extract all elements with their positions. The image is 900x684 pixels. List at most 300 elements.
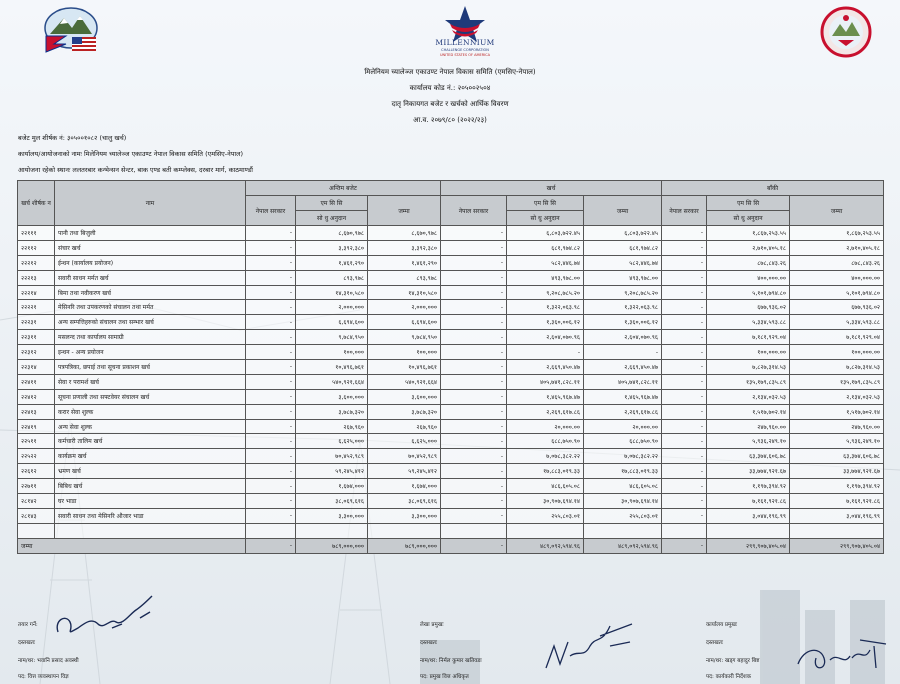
blank-row bbox=[18, 523, 884, 538]
cell-r-mcc: ६३,३७४,६०६.७८ bbox=[707, 449, 790, 464]
cell-r-gon: - bbox=[662, 464, 707, 479]
header-budget-mcc: एम सि सि bbox=[296, 196, 368, 211]
cell-r-gon: - bbox=[662, 374, 707, 389]
blank-cell bbox=[441, 523, 507, 538]
row-name: सूचना प्रणाली तथा सफ्टवेयर संचालन खर्च bbox=[55, 389, 246, 404]
row-name: कर्मचारी तालिम खर्च bbox=[55, 434, 246, 449]
cell-r-mcc: २,१३४,०३२.५३ bbox=[707, 389, 790, 404]
cell-e-total: १,३६०,००६.१२ bbox=[584, 315, 662, 330]
row-name: कार्यक्रम खर्च bbox=[55, 449, 246, 464]
total-b-gon: - bbox=[246, 538, 296, 553]
cell-b-mcc: ९,७८४,९५० bbox=[296, 330, 368, 345]
cell-b-mcc: ८९३,९७८ bbox=[296, 270, 368, 285]
total-r-gon: - bbox=[662, 538, 707, 553]
cell-r-gon: - bbox=[662, 449, 707, 464]
cell-b-mcc: ३,३९२,३८० bbox=[296, 240, 368, 255]
cell-b-gon: - bbox=[246, 300, 296, 315]
blank-cell bbox=[584, 523, 662, 538]
cell-e-mcc: ९,२०८,७८५.२० bbox=[507, 285, 584, 300]
cell-b-total: ६,६२५,००० bbox=[368, 434, 441, 449]
cell-r-gon: - bbox=[662, 240, 707, 255]
office-name: कार्यालय/आयोजनाको नामः मिलेनियम च्यालेञ्ज एकाउण्ट नेपाल विकास समिति (एमसिए-नेपाल) bbox=[18, 150, 244, 158]
cell-e-total: २,६०४,०७०.९६ bbox=[584, 330, 662, 345]
row-name: पानी तथा बिजुली bbox=[55, 226, 246, 241]
cell-b-total: १००,००० bbox=[368, 345, 441, 360]
row-name: अन्य सेवा शुल्क bbox=[55, 419, 246, 434]
cell-e-total: १७,८८३,०१९.३३ bbox=[584, 464, 662, 479]
total-r-mcc: २९९,९०७,४०५.०४ bbox=[707, 538, 790, 553]
office-chief-sign: दस्तखतः bbox=[706, 640, 723, 646]
cell-b-total: ५९,२४५,४१२ bbox=[368, 464, 441, 479]
nepal-usa-flag-logo bbox=[42, 6, 100, 54]
table-row bbox=[18, 300, 884, 315]
cell-e-mcc: १,४६५,९६७.४७ bbox=[507, 389, 584, 404]
row-name: बिमा तथा नवीकरण खर्च bbox=[55, 285, 246, 300]
header-bal-mcc: एम सि सि bbox=[707, 196, 790, 211]
fiscal-year: आ.व. २०७९/८० (२०२२/२३) bbox=[413, 116, 487, 124]
cell-b-gon: - bbox=[246, 508, 296, 523]
cell-e-total: ६,८०३,७२२.४५ bbox=[584, 226, 662, 241]
cell-r-mcc: ६७७,९३६.०२ bbox=[707, 300, 790, 315]
accounts-chief-post: पद: प्रमुख वित्त अधिकृत bbox=[420, 674, 469, 680]
cell-e-total: २,२६९,६१७.८६ bbox=[584, 404, 662, 419]
prepared-by-post: पद: वित्त व्यवस्थापन विज्ञ bbox=[18, 674, 69, 680]
cell-e-total: ३०,९०७,६९४.१४ bbox=[584, 494, 662, 509]
cell-e-mcc: २,६६९,४५०.४७ bbox=[507, 360, 584, 375]
cell-e-gon: - bbox=[441, 255, 507, 270]
cell-e-gon: - bbox=[441, 389, 507, 404]
cell-r-total: १,८६७,२५३.५५ bbox=[790, 226, 884, 241]
header-budget-gon: नेपाल सरकार bbox=[246, 196, 296, 226]
table-row bbox=[18, 494, 884, 509]
prepared-by-label: तयार गर्ने: bbox=[18, 622, 38, 628]
table-row bbox=[18, 434, 884, 449]
cell-r-total: ७,१६१,९२१.८६ bbox=[790, 494, 884, 509]
cell-r-mcc: ७,८२७,३१४.५३ bbox=[707, 360, 790, 375]
cell-b-gon: - bbox=[246, 434, 296, 449]
cell-b-gon: - bbox=[246, 404, 296, 419]
cell-e-total: ६८८,७५०.९० bbox=[584, 434, 662, 449]
cell-b-mcc: ३,६००,००० bbox=[296, 389, 368, 404]
cell-b-mcc: ३,७८७,३२० bbox=[296, 404, 368, 419]
row-code: २२४१२ bbox=[18, 389, 55, 404]
header-name: नाम bbox=[55, 181, 246, 226]
header-bal-grant: सो धु अनुदान bbox=[707, 211, 790, 226]
cell-r-gon: - bbox=[662, 285, 707, 300]
table-row bbox=[18, 226, 884, 241]
row-code: २२७११ bbox=[18, 479, 55, 494]
cell-r-mcc: ३३,७७४,९२१.६७ bbox=[707, 464, 790, 479]
header-exp-grant: सो धु अनुदान bbox=[507, 211, 584, 226]
cell-e-mcc: ४९३,९७८.०० bbox=[507, 270, 584, 285]
cell-e-total: २०,०००.०० bbox=[584, 419, 662, 434]
cell-r-mcc: ७,१८१,९२९.०४ bbox=[707, 330, 790, 345]
cell-e-gon: - bbox=[441, 508, 507, 523]
cell-e-total: ४०५,७४१,८२८.११ bbox=[584, 374, 662, 389]
cell-r-mcc: ३,०४४,१९६.९९ bbox=[707, 508, 790, 523]
cell-r-gon: - bbox=[662, 300, 707, 315]
table-row bbox=[18, 345, 884, 360]
cell-e-total: २,६६९,४५०.४७ bbox=[584, 360, 662, 375]
cell-b-gon: - bbox=[246, 345, 296, 360]
organization-title: मिलेनियम च्यालेञ्ज एकाउण्ट नेपाल विकास समिति (एमसिए-नेपाल) bbox=[364, 68, 536, 76]
total-b-total: ७८९,०००,००० bbox=[368, 538, 441, 553]
cell-r-gon: - bbox=[662, 330, 707, 345]
cell-r-total: २,१३४,०३२.५३ bbox=[790, 389, 884, 404]
cell-e-total: ६८१,९७४.८२ bbox=[584, 240, 662, 255]
cell-b-gon: - bbox=[246, 226, 296, 241]
cell-b-mcc: ५४०,९२१,६६४ bbox=[296, 374, 368, 389]
cell-e-gon: - bbox=[441, 404, 507, 419]
cell-r-total: ५,९३६,२४९.१० bbox=[790, 434, 884, 449]
cell-b-total: १०,४९६,७६१ bbox=[368, 360, 441, 375]
cell-r-gon: - bbox=[662, 404, 707, 419]
cell-r-total: १,१९७,३९४.९२ bbox=[790, 479, 884, 494]
blank-cell bbox=[790, 523, 884, 538]
total-row bbox=[18, 538, 884, 553]
cell-e-mcc: २५५,८०३.०१ bbox=[507, 508, 584, 523]
cell-b-mcc: २,०००,००० bbox=[296, 300, 368, 315]
cell-b-total: २,०००,००० bbox=[368, 300, 441, 315]
total-r-total: २९९,९०७,४०५.०४ bbox=[790, 538, 884, 553]
cell-e-total: - bbox=[584, 345, 662, 360]
prepared-by-sign: दस्तखतः bbox=[18, 640, 35, 646]
cell-e-mcc: १,३६०,००६.१२ bbox=[507, 315, 584, 330]
cell-r-gon: - bbox=[662, 270, 707, 285]
cell-r-total: १००,०००.०० bbox=[790, 345, 884, 360]
cell-e-gon: - bbox=[441, 226, 507, 241]
total-b-mcc: ७८९,०००,००० bbox=[296, 538, 368, 553]
row-name: पत्रपत्रिका, छपाई तथा सूचना प्रकाशन खर्च bbox=[55, 360, 246, 375]
cell-b-mcc: ५९,२४५,४१२ bbox=[296, 464, 368, 479]
cell-e-total: १,४६५,९६७.४७ bbox=[584, 389, 662, 404]
cell-e-gon: - bbox=[441, 464, 507, 479]
cell-r-gon: - bbox=[662, 315, 707, 330]
accounts-chief-name: नाम/थर: निर्मल कुमार खतिवडा bbox=[420, 658, 482, 664]
prepared-by-name: नाम/थर: भवानि प्रसाद अवस्थी bbox=[18, 658, 79, 664]
row-code: २२३१२ bbox=[18, 345, 55, 360]
cell-r-total: ३३,७७४,९२१.६७ bbox=[790, 464, 884, 479]
cell-r-gon: - bbox=[662, 345, 707, 360]
blank-cell bbox=[368, 523, 441, 538]
report-title: दातृ निकायगत बजेट र खर्चको आर्थिक विवरण bbox=[391, 100, 509, 108]
cell-b-total: ९,७८४,९५० bbox=[368, 330, 441, 345]
office-code: कार्यालय कोड नं.: २०५००२५०४ bbox=[409, 84, 491, 92]
cell-r-total: ८७८,८४३.२६ bbox=[790, 255, 884, 270]
row-code: २२५११ bbox=[18, 434, 55, 449]
cell-r-total: ७,१८१,९२९.०४ bbox=[790, 330, 884, 345]
cell-e-gon: - bbox=[441, 494, 507, 509]
cell-r-mcc: १००,०००.०० bbox=[707, 345, 790, 360]
row-code: २२२३१ bbox=[18, 315, 55, 330]
office-chief-label: कार्यालय प्रमुखः bbox=[706, 622, 737, 628]
header-balance: बाँकी bbox=[662, 181, 884, 196]
header-bal-total: जम्मा bbox=[790, 196, 884, 226]
table-row bbox=[18, 479, 884, 494]
cell-e-mcc: ७,०७८,३८२.२२ bbox=[507, 449, 584, 464]
cell-e-total: ४९३,९७८.०० bbox=[584, 270, 662, 285]
row-name: बिबिध खर्च bbox=[55, 479, 246, 494]
row-name: ईन्धन (कार्यालय प्रयोजन) bbox=[55, 255, 246, 270]
cell-r-gon: - bbox=[662, 389, 707, 404]
header-exp-gon: नेपाल सरकार bbox=[441, 196, 507, 226]
row-name: करार सेवा शुल्क bbox=[55, 404, 246, 419]
cell-e-gon: - bbox=[441, 360, 507, 375]
cell-e-mcc: ४८६,६०५.०८ bbox=[507, 479, 584, 494]
cell-r-total: ६७७,९३६.०२ bbox=[790, 300, 884, 315]
header-exp-total: जम्मा bbox=[584, 196, 662, 226]
cell-b-mcc: १०,४९६,७६१ bbox=[296, 360, 368, 375]
budget-table bbox=[17, 180, 884, 554]
row-code: २२४११ bbox=[18, 374, 55, 389]
cell-b-total: ३,३००,००० bbox=[368, 508, 441, 523]
cell-r-total: १३५,१७९,८३५.८९ bbox=[790, 374, 884, 389]
cell-e-gon: - bbox=[441, 330, 507, 345]
cell-b-total: २६७,९६० bbox=[368, 419, 441, 434]
cell-e-gon: - bbox=[441, 479, 507, 494]
office-chief-name: नाम/थर: खड्ग बहादुर बिष्ट bbox=[706, 658, 760, 664]
row-code: २२५२२ bbox=[18, 449, 55, 464]
total-e-gon: - bbox=[441, 538, 507, 553]
cell-e-mcc: ६८८,७५०.९० bbox=[507, 434, 584, 449]
cell-e-gon: - bbox=[441, 434, 507, 449]
cell-b-mcc: १४,३१०,५८० bbox=[296, 285, 368, 300]
cell-r-gon: - bbox=[662, 360, 707, 375]
blank-cell bbox=[246, 523, 296, 538]
cell-e-mcc: ६,८०३,७२२.४५ bbox=[507, 226, 584, 241]
cell-e-mcc: २,६०४,०७०.९६ bbox=[507, 330, 584, 345]
row-name: सेवा र परामर्श खर्च bbox=[55, 374, 246, 389]
row-code: २२१११ bbox=[18, 226, 55, 241]
project-location: आयोजना रहेको स्थानः ललतरबार कन्भेन्सन सेन्टर, बाक एण्ड बती कम्प्लेक्स, दरबार मार्ग, काठमाण्डौं bbox=[18, 166, 253, 174]
cell-r-total: २,७१०,४०५.१८ bbox=[790, 240, 884, 255]
cell-e-gon: - bbox=[441, 300, 507, 315]
budget-head: बजेट मुल शीर्षक नं: ३०५००१०८२ (चालु खर्च) bbox=[18, 134, 127, 142]
cell-e-total: ५८२,४४६.७४ bbox=[584, 255, 662, 270]
cell-e-mcc: ६८१,९७४.८२ bbox=[507, 240, 584, 255]
cell-r-total: ४००,०००.०० bbox=[790, 270, 884, 285]
mcc-usa-label: UNITED STATES OF AMERICA bbox=[439, 53, 491, 57]
cell-r-total: ३,०४४,१९६.९९ bbox=[790, 508, 884, 523]
cell-r-mcc: २४७,९६०.०० bbox=[707, 419, 790, 434]
cell-b-total: ८,६७०,९७८ bbox=[368, 226, 441, 241]
table-row bbox=[18, 464, 884, 479]
cell-e-mcc: २,२६९,६१७.८६ bbox=[507, 404, 584, 419]
header-bal-gon: नेपाल सरकार bbox=[662, 196, 707, 226]
cell-b-gon: - bbox=[246, 494, 296, 509]
cell-r-gon: - bbox=[662, 226, 707, 241]
table-row bbox=[18, 360, 884, 375]
cell-b-total: ३८,०६९,६१६ bbox=[368, 494, 441, 509]
row-code: २२४१९ bbox=[18, 419, 55, 434]
cell-b-mcc: ३८,०६९,६१६ bbox=[296, 494, 368, 509]
total-label: जम्मा bbox=[18, 538, 246, 553]
table-row bbox=[18, 389, 884, 404]
cell-b-gon: - bbox=[246, 330, 296, 345]
header-budget-total: जम्मा bbox=[368, 196, 441, 226]
table-row bbox=[18, 285, 884, 300]
cell-e-mcc: १,३२२,०६३.९८ bbox=[507, 300, 584, 315]
cell-r-mcc: १,१९७,३९४.९२ bbox=[707, 479, 790, 494]
cell-e-gon: - bbox=[441, 285, 507, 300]
row-code: २२३१४ bbox=[18, 360, 55, 375]
cell-r-total: २४७,९६०.०० bbox=[790, 419, 884, 434]
table-row bbox=[18, 449, 884, 464]
cell-r-mcc: ४००,०००.०० bbox=[707, 270, 790, 285]
cell-b-mcc: १००,००० bbox=[296, 345, 368, 360]
cell-b-total: ६,६९४,६०० bbox=[368, 315, 441, 330]
signature-prepared-by bbox=[52, 592, 157, 642]
row-code: २२२१२ bbox=[18, 255, 55, 270]
cell-b-total: १४,३१०,५८० bbox=[368, 285, 441, 300]
cell-e-gon: - bbox=[441, 345, 507, 360]
table-row bbox=[18, 240, 884, 255]
table-row bbox=[18, 315, 884, 330]
cell-e-mcc: ४०५,७४१,८२८.११ bbox=[507, 374, 584, 389]
cell-e-mcc: १७,८८३,०१९.३३ bbox=[507, 464, 584, 479]
cell-r-mcc: १३५,१७९,८३५.८९ bbox=[707, 374, 790, 389]
cell-b-gon: - bbox=[246, 360, 296, 375]
mcc-name: MILLENNIUM bbox=[435, 38, 495, 47]
row-name: भ्रमण खर्च bbox=[55, 464, 246, 479]
table-row bbox=[18, 270, 884, 285]
cell-b-mcc: १,४६१,२९० bbox=[296, 255, 368, 270]
blank-cell bbox=[55, 523, 246, 538]
cell-e-total: ९,२०८,७८५.२० bbox=[584, 285, 662, 300]
blank-cell bbox=[507, 523, 584, 538]
cell-b-gon: - bbox=[246, 464, 296, 479]
total-e-total: ४८९,०९२,५९४.९६ bbox=[584, 538, 662, 553]
total-e-mcc: ४८९,०९२,५९४.९६ bbox=[507, 538, 584, 553]
cell-r-mcc: ५,३३४,५९३.८८ bbox=[707, 315, 790, 330]
cell-r-mcc: १,८६७,२५३.५५ bbox=[707, 226, 790, 241]
cell-r-gon: - bbox=[662, 479, 707, 494]
cell-b-total: १,४६१,२९० bbox=[368, 255, 441, 270]
table-row bbox=[18, 255, 884, 270]
cell-e-total: १,३२२,०६३.९८ bbox=[584, 300, 662, 315]
cell-r-gon: - bbox=[662, 419, 707, 434]
row-code: २८१४३ bbox=[18, 508, 55, 523]
cell-b-gon: - bbox=[246, 419, 296, 434]
cell-e-total: ७,०७८,३८२.२२ bbox=[584, 449, 662, 464]
cell-r-total: १,५१७,७०२.१४ bbox=[790, 404, 884, 419]
cell-e-mcc: २०,०००.०० bbox=[507, 419, 584, 434]
cell-b-total: १,६७४,००० bbox=[368, 479, 441, 494]
row-name: सवारी साधन मर्मत खर्च bbox=[55, 270, 246, 285]
row-name: मेसिनरि तथा उपकरणको संचालन तथा मर्मत bbox=[55, 300, 246, 315]
row-name: अन्य सम्पत्तिहरुको संचालन तथा सम्भार खर्च bbox=[55, 315, 246, 330]
cell-r-mcc: ५,९३६,२४९.१० bbox=[707, 434, 790, 449]
cell-b-gon: - bbox=[246, 389, 296, 404]
row-name: इन्धन - अन्य प्रयोजन bbox=[55, 345, 246, 360]
cell-r-mcc: ७,१६१,९२१.८६ bbox=[707, 494, 790, 509]
nepal-government-emblem bbox=[820, 6, 872, 58]
cell-b-mcc: १,६७४,००० bbox=[296, 479, 368, 494]
cell-e-mcc: ५८२,४४६.७४ bbox=[507, 255, 584, 270]
header-budget-grant: सो धु अनुदान bbox=[296, 211, 368, 226]
row-code: २२२२१ bbox=[18, 300, 55, 315]
cell-b-total: ३,७८७,३२० bbox=[368, 404, 441, 419]
signature-office-chief bbox=[790, 628, 890, 678]
cell-r-total: ६३,३७४,६०६.७८ bbox=[790, 449, 884, 464]
office-chief-post: पद: कार्यकारी निर्देशक bbox=[706, 674, 751, 680]
cell-r-total: ५,१०१,७९४.८० bbox=[790, 285, 884, 300]
row-name: सवारी साधन तथा मेसिनरि औजार भाडा bbox=[55, 508, 246, 523]
cell-e-mcc: - bbox=[507, 345, 584, 360]
table-row bbox=[18, 330, 884, 345]
accounts-chief-label: लेखा प्रमुखः bbox=[420, 622, 444, 628]
cell-b-total: ३,६००,००० bbox=[368, 389, 441, 404]
cell-r-mcc: ८७८,८४३.२६ bbox=[707, 255, 790, 270]
cell-r-mcc: २,७१०,४०५.१८ bbox=[707, 240, 790, 255]
cell-b-total: ३,३९२,३८० bbox=[368, 240, 441, 255]
cell-b-mcc: ७०,४५२,९८९ bbox=[296, 449, 368, 464]
row-code: २२६१२ bbox=[18, 464, 55, 479]
table-row bbox=[18, 374, 884, 389]
accounts-chief-sign: दस्तखतः bbox=[420, 640, 437, 646]
cell-r-mcc: ५,१०१,७९४.८० bbox=[707, 285, 790, 300]
cell-e-gon: - bbox=[441, 270, 507, 285]
cell-b-gon: - bbox=[246, 270, 296, 285]
cell-e-gon: - bbox=[441, 374, 507, 389]
cell-r-gon: - bbox=[662, 255, 707, 270]
blank-cell bbox=[707, 523, 790, 538]
row-name: मसलन्द तथा कार्यालय सामाग्री bbox=[55, 330, 246, 345]
cell-e-gon: - bbox=[441, 315, 507, 330]
cell-e-gon: - bbox=[441, 419, 507, 434]
cell-b-gon: - bbox=[246, 449, 296, 464]
header-final-budget: अन्तिम बजेट bbox=[246, 181, 441, 196]
cell-r-total: ७,८२७,३१४.५३ bbox=[790, 360, 884, 375]
cell-b-gon: - bbox=[246, 479, 296, 494]
row-code: २२२१३ bbox=[18, 270, 55, 285]
cell-b-gon: - bbox=[246, 374, 296, 389]
cell-r-gon: - bbox=[662, 494, 707, 509]
header-code: खर्च शीर्षक न bbox=[18, 181, 55, 226]
cell-b-total: ५४०,९२१,६६४ bbox=[368, 374, 441, 389]
blank-cell bbox=[18, 523, 55, 538]
cell-b-mcc: ६,६९४,६०० bbox=[296, 315, 368, 330]
table-row bbox=[18, 419, 884, 434]
row-name: संचार खर्च bbox=[55, 240, 246, 255]
cell-r-total: ५,३३४,५९३.८८ bbox=[790, 315, 884, 330]
cell-b-mcc: ८,६७०,९७८ bbox=[296, 226, 368, 241]
cell-e-gon: - bbox=[441, 449, 507, 464]
blank-cell bbox=[662, 523, 707, 538]
cell-b-total: ८९३,९७८ bbox=[368, 270, 441, 285]
row-code: २२२१४ bbox=[18, 285, 55, 300]
cell-b-mcc: ६,६२५,००० bbox=[296, 434, 368, 449]
cell-e-total: २५५,८०३.०१ bbox=[584, 508, 662, 523]
header-expenditure: खर्च bbox=[441, 181, 662, 196]
cell-e-total: ४८६,६०५.०८ bbox=[584, 479, 662, 494]
mcc-subtitle: CHALLENGE CORPORATION bbox=[441, 48, 489, 52]
header-exp-mcc: एम सि सि bbox=[507, 196, 584, 211]
cell-b-mcc: २६७,९६० bbox=[296, 419, 368, 434]
cell-r-gon: - bbox=[662, 508, 707, 523]
blank-cell bbox=[296, 523, 368, 538]
cell-b-gon: - bbox=[246, 255, 296, 270]
row-code: २२४१३ bbox=[18, 404, 55, 419]
table-row bbox=[18, 404, 884, 419]
cell-e-mcc: ३०,९०७,६९४.१४ bbox=[507, 494, 584, 509]
cell-b-gon: - bbox=[246, 285, 296, 300]
cell-b-gon: - bbox=[246, 240, 296, 255]
row-code: २२११२ bbox=[18, 240, 55, 255]
cell-r-mcc: १,५१७,७०२.१४ bbox=[707, 404, 790, 419]
signature-accounts-chief bbox=[540, 616, 640, 676]
row-code: २२३११ bbox=[18, 330, 55, 345]
